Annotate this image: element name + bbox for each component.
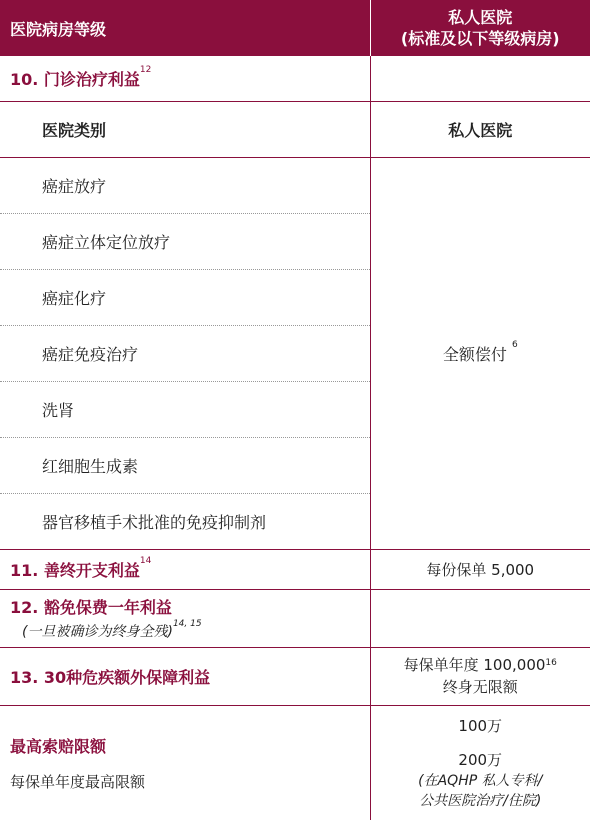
max-claim-note-2: 公共医院治疗/住院) [371, 791, 590, 811]
max-claim-row [0, 705, 590, 820]
critical-illness-title: 13. 30种危疾额外保障利益 [0, 647, 370, 705]
outpatient-section-title: 10. 门诊治疗利益$^{12}$ [0, 56, 370, 101]
hospital-category-value: 私人医院 [370, 101, 590, 157]
private-hospital-header [370, 0, 590, 56]
ward-class-header: 医院病房等级 [0, 0, 370, 56]
treatment-item: 癌症立体定位放疗 [0, 213, 370, 269]
private-hospital-header-subtitle: (标准及以下等级病房) [401, 29, 560, 48]
treatment-item: 器官移植手术批准的免疫抑制剂 [0, 493, 370, 549]
premium-waiver-note: (一旦被确诊为终身全残) [22, 624, 173, 640]
critical-illness-row [0, 647, 590, 705]
table-header-row [0, 0, 590, 56]
footnote-ref: 14, 15 [173, 619, 202, 629]
outpatient-section-row [0, 56, 590, 101]
treatment-item: 红细胞生成素 [0, 437, 370, 493]
treatment-item: 癌症免疫治疗 [0, 325, 370, 381]
max-claim-note-1: (在AQHP 私人专科/ [371, 771, 590, 791]
treatment-item: 癌症化疗 [0, 269, 370, 325]
hospital-category-row [0, 101, 590, 157]
max-claim-value-2: 200万 [371, 749, 590, 771]
max-claim-title: 最高索赔限额 [10, 734, 370, 757]
max-claim-value-1: 100万 [458, 717, 502, 735]
terminal-care-title: 11. 善终开支利益$^{14}$ [0, 549, 370, 589]
hospital-category-label: 医院类别 [0, 101, 370, 157]
terminal-care-value: 每份保单 5,000 [370, 549, 590, 589]
treatment-item: 癌症放疗 [0, 157, 370, 213]
max-claim-subtitle: 每保单年度最高限额 [10, 771, 370, 792]
terminal-care-row [0, 549, 590, 589]
private-hospital-header-title: 私人医院 [448, 8, 512, 27]
footnote-ref: 6 [512, 340, 518, 350]
list-item [0, 157, 590, 213]
coverage-cell [370, 157, 590, 549]
coverage-value: 全额偿付 [443, 345, 507, 364]
critical-illness-value: 每保单年度 100,000$^{16}$ 终身无限额 [370, 647, 590, 705]
footnote-ref: 14 [140, 556, 151, 566]
max-claim-values [370, 705, 590, 820]
footnote-ref: 12 [140, 65, 151, 75]
premium-waiver-row [0, 589, 590, 647]
premium-waiver-title: 12. 豁免保费一年利益 (一旦被确诊为终身全残)$^{14, 15}$ [0, 589, 370, 647]
treatment-item: 洗肾 [0, 381, 370, 437]
footnote-ref: 16 [545, 658, 556, 668]
